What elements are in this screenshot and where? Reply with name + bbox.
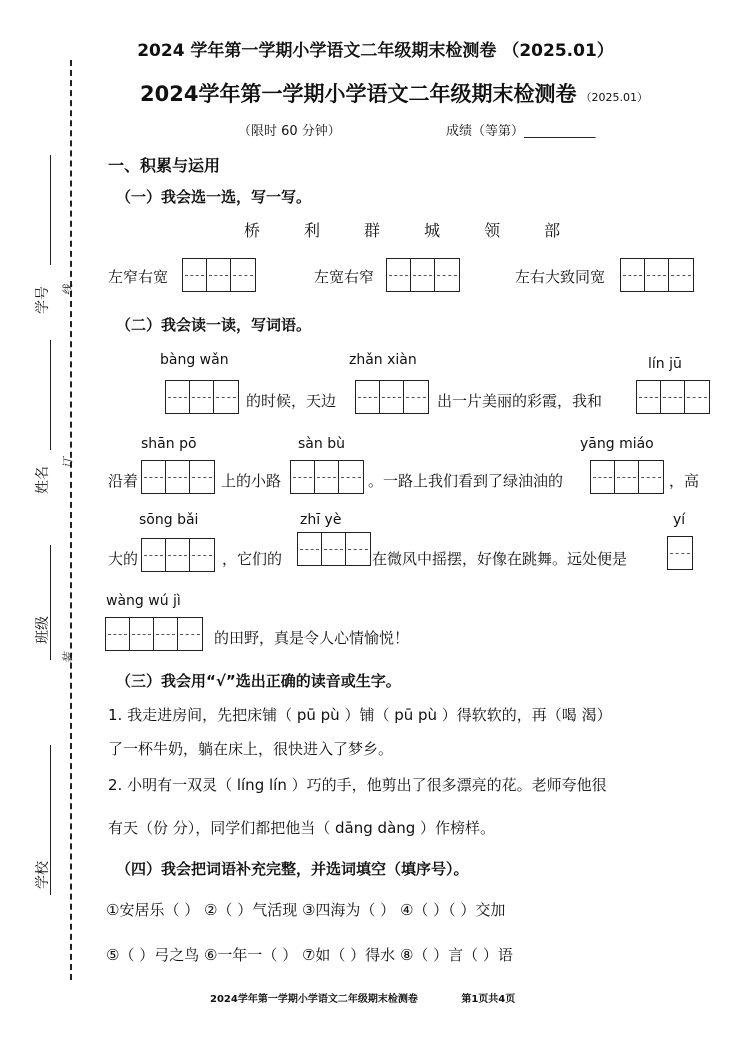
passage-text: 出一片美丽的彩霞，我和 bbox=[437, 392, 603, 410]
pinyin-songbai: sōng bǎi bbox=[139, 512, 199, 528]
main-title-text: 2024学年第一学期小学语文二年级期末检测卷 bbox=[140, 82, 577, 106]
passage-text: ，高 bbox=[669, 472, 700, 490]
structure-label-1: 左窄右宽 bbox=[108, 268, 169, 286]
char-item: 群 bbox=[364, 221, 381, 240]
footer-page-number: 第1页共4页 bbox=[461, 994, 516, 1005]
word-box-linju[interactable] bbox=[636, 380, 710, 414]
grade-label-text: 成绩（等第） bbox=[446, 124, 525, 139]
pinyin-linju: lín jū bbox=[648, 356, 682, 372]
answer-box-1[interactable] bbox=[182, 258, 256, 292]
grade-label bbox=[446, 120, 596, 139]
q2-heading: （二）我会读一读，写词语。 bbox=[116, 316, 312, 334]
passage-text: 在微风中摇摆，好像在跳舞。远处便是 bbox=[372, 550, 628, 568]
page-footer bbox=[210, 990, 515, 1005]
pinyin-yi: yí bbox=[673, 512, 686, 528]
page-title bbox=[140, 78, 648, 108]
class-label: 班级 bbox=[35, 616, 51, 644]
grade-blank[interactable]: ___________ bbox=[524, 124, 596, 139]
passage-text: 大的 bbox=[108, 550, 139, 568]
passage-text: 。一路上我们看到了绿油油的 bbox=[368, 472, 564, 490]
passage-text: 上的小路 bbox=[221, 472, 282, 490]
word-box-wangwuji[interactable] bbox=[105, 617, 203, 651]
word-box-zhanxian[interactable] bbox=[355, 380, 429, 414]
char-item: 部 bbox=[544, 221, 561, 240]
binding-mark-zhuang: 装 bbox=[61, 652, 75, 664]
structure-label-3: 左右大致同宽 bbox=[515, 268, 606, 286]
document-top-title: 2024 学年第一学期小学语文二年级期末检测卷 （2025.01） bbox=[137, 41, 614, 61]
char-item: 桥 bbox=[244, 221, 261, 240]
footer-title: 2024学年第一学期小学语文二年级期末检测卷 bbox=[210, 994, 418, 1005]
pinyin-zhiye: zhī yè bbox=[300, 512, 342, 528]
pinyin-wangwuji: wàng wú jì bbox=[106, 593, 181, 609]
word-box-yangmiao[interactable] bbox=[590, 460, 664, 494]
passage-text: 的时候，天边 bbox=[246, 392, 337, 410]
q3-heading: （三）我会用“√”选出正确的读音或生字。 bbox=[116, 672, 401, 690]
main-title-date: （2025.01） bbox=[580, 91, 648, 104]
q4-line: ⑤（ ）弓之鸟 ⑥一年一（ ） ⑦如（ ）得水 ⑧（ ）言（ ）语 bbox=[106, 946, 513, 964]
time-limit: （限时 60 分钟） bbox=[238, 124, 341, 139]
q3-line: 1. 我走进房间，先把床铺（ pū pù ）铺（ pū pù ）得软软的，再（喝 渴） bbox=[108, 706, 612, 724]
pinyin-shanpo: shān pō bbox=[141, 436, 197, 452]
passage-text: ，它们的 bbox=[222, 550, 283, 568]
passage-text: 的田野，真是令人心情愉悦！ bbox=[214, 629, 410, 647]
binding-dashed-line bbox=[70, 60, 72, 980]
structure-label-2: 左宽右窄 bbox=[314, 268, 375, 286]
word-box-shanpo[interactable] bbox=[141, 460, 215, 494]
pinyin-sanbu: sàn bù bbox=[298, 436, 345, 452]
q1-heading: （一）我会选一选，写一写。 bbox=[116, 188, 312, 206]
q4-heading: （四）我会把词语补充完整，并选词填空（填序号）。 bbox=[116, 860, 469, 878]
word-box-songbai[interactable] bbox=[141, 538, 215, 572]
pinyin-yangmiao: yāng miáo bbox=[580, 436, 654, 452]
student-no-label: 学号 bbox=[35, 286, 51, 314]
word-box-zhiye[interactable] bbox=[297, 532, 371, 566]
answer-box-3[interactable] bbox=[620, 258, 694, 292]
pinyin-bangwan: bàng wǎn bbox=[160, 352, 229, 368]
answer-box-2[interactable] bbox=[386, 258, 460, 292]
pinyin-zhanxian: zhǎn xiàn bbox=[349, 352, 417, 368]
char-item: 城 bbox=[424, 221, 441, 240]
word-box-bangwan[interactable] bbox=[165, 380, 239, 414]
section-heading: 一、积累与运用 bbox=[108, 156, 221, 175]
name-blank[interactable] bbox=[50, 340, 51, 450]
q3-line: 有天（份 分），同学们都把他当（ dāng dàng ）作榜样。 bbox=[108, 819, 496, 837]
student-no-blank[interactable] bbox=[50, 155, 51, 265]
char-item: 领 bbox=[484, 221, 501, 240]
binding-mark-line: 线 bbox=[61, 284, 75, 296]
word-box-yi[interactable] bbox=[667, 536, 693, 570]
q3-line: 了一杯牛奶，躺在床上，很快进入了梦乡。 bbox=[108, 740, 394, 758]
word-box-sanbu[interactable] bbox=[290, 460, 364, 494]
binding-mark-ding: 订 bbox=[61, 457, 75, 469]
name-label: 姓名 bbox=[35, 466, 51, 494]
q4-line: ①安居乐（ ） ②（ ）气活现 ③四海为（ ） ④（ ）（ ）交加 bbox=[106, 901, 506, 919]
school-label: 学校 bbox=[35, 861, 51, 889]
char-item: 利 bbox=[304, 221, 321, 240]
char-list bbox=[244, 218, 560, 241]
passage-text: 沿着 bbox=[108, 472, 139, 490]
q3-line: 2. 小明有一双灵（ líng lín ）巧的手，他剪出了很多漂亮的花。老师夸他很 bbox=[108, 776, 607, 794]
